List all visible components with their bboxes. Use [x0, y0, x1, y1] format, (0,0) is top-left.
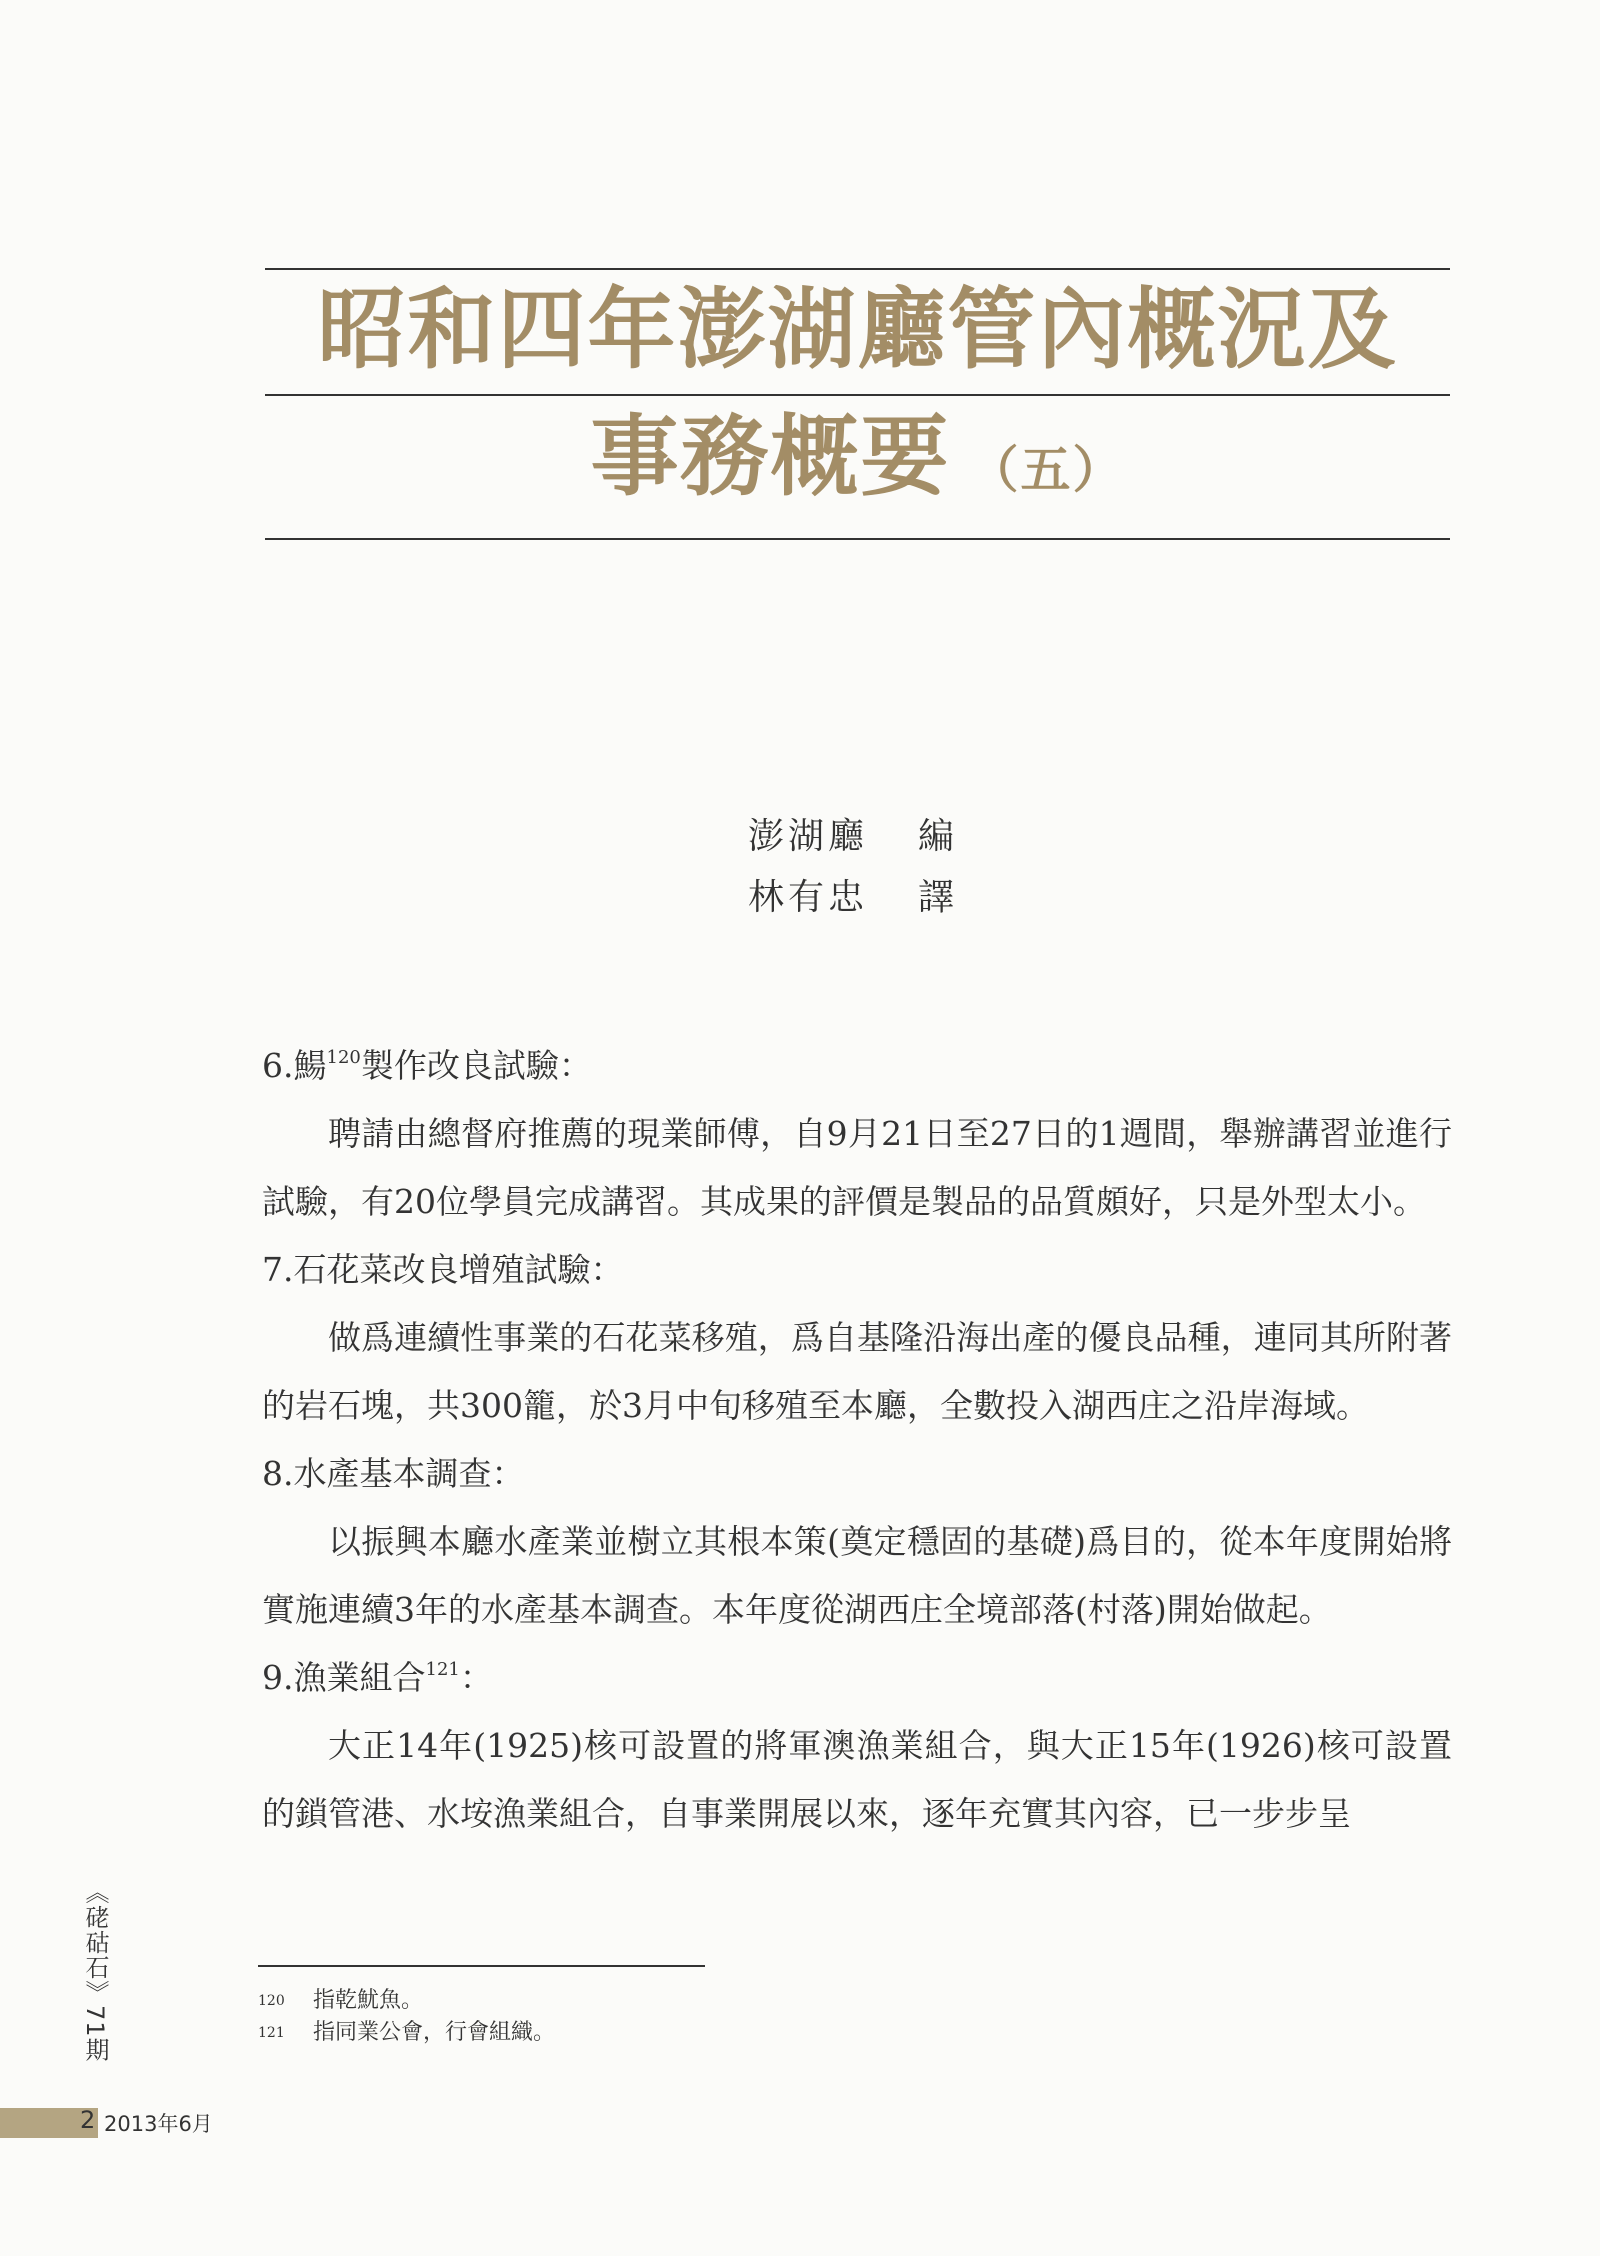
title-rule-middle: [265, 394, 1450, 396]
footnote-number: 121: [258, 2025, 285, 2041]
section-paragraph-7: 做爲連續性事業的石花菜移殖，爲自基隆沿海出產的優良品種，連同其所附著的岩石塊，共300籠，於3月中旬移殖至本廳，全數投入湖西庄之沿岸海域。: [262, 1318, 1452, 1425]
section-paragraph-6: 聘請由總督府推薦的現業師傅，自9月21日至27日的1週間，舉辦講習並進行試驗，有20位學員完成講習。其成果的評價是製品的品質頗好，只是外型太小。: [262, 1114, 1452, 1221]
section-heading-6: 6.鰑$^{120}$製作改良試驗：: [262, 1046, 592, 1085]
title-rule-bottom: [265, 538, 1450, 540]
byline-translator: [748, 869, 958, 920]
journal-name: 《硓𥑮石》71期: [81, 1880, 109, 2063]
section-heading-7: 7.石花菜改良增殖試驗：: [262, 1250, 624, 1289]
footnote-ref-121[interactable]: 121: [425, 1659, 460, 1680]
title-line-2-text: 事務概要: [590, 404, 951, 508]
footnote-120: [258, 1985, 555, 2017]
editor-role: 編: [918, 816, 959, 857]
section-heading-8: 8.水產基本調查：: [262, 1454, 525, 1493]
translator-name: 林有忠: [748, 877, 869, 918]
section-heading-9: 9.漁業組合$^{121}$：: [262, 1658, 493, 1697]
footnotes: [258, 1985, 555, 2049]
footnote-divider: [258, 1965, 705, 1967]
title-line-1: 昭和四年澎湖廳管內概況及: [317, 277, 1398, 381]
footnote-text: 指乾魷魚。: [313, 1988, 424, 2013]
footnote-number: 120: [258, 1993, 285, 2009]
footnote-121: [258, 2017, 555, 2049]
translator-role: 譯: [918, 877, 959, 918]
footnote-ref-120[interactable]: 120: [326, 1047, 361, 1068]
editor-name: 澎湖廳: [748, 816, 869, 857]
title-rule-top: [265, 268, 1450, 270]
section-paragraph-9: 大正14年(1925)核可設置的將軍澳漁業組合，與大正15年(1926)核可設置的鎖管港、水垵漁業組合，自事業開展以來，逐年充實其內容，已一步步呈: [262, 1726, 1452, 1833]
title-line-2: [265, 404, 1450, 508]
page-number: 2: [80, 2106, 96, 2134]
byline-editor: [748, 808, 958, 859]
title-part-number: （五）: [968, 440, 1125, 499]
issue-date: 2013年6月: [104, 2112, 213, 2136]
article-body: [262, 1032, 1452, 1848]
footnote-text: 指同業公會，行會組織。: [313, 2020, 556, 2045]
section-paragraph-8: 以振興本廳水產業並樹立其根本策(奠定穩固的基礎)爲目的，從本年度開始將實施連續3年的水產基本調查。本年度從湖西庄全境部落(村落)開始做起。: [262, 1522, 1452, 1629]
